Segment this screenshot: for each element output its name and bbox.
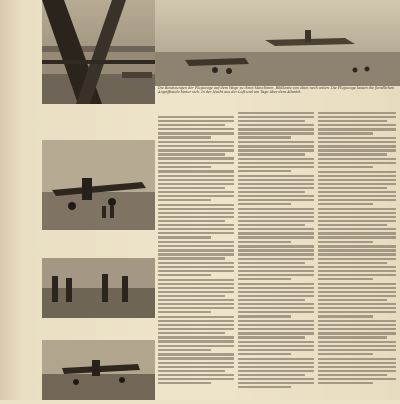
airfield-photo-2 [155, 0, 400, 86]
text-column-1 [158, 116, 234, 404]
text-column-2 [238, 112, 314, 400]
airplane-photo-5 [42, 340, 155, 400]
airfield-photo-1 [42, 0, 155, 104]
airplane-photo-3 [42, 140, 155, 230]
crew-photo-4 [42, 258, 155, 318]
photo-caption: Die Besatzungen der Flugzeuge auf dem Wege zu ihren Maschinen. Bildleiste von oben nach unten: Die Flugzeuge lassen die feindlichen Angriffsziele hinter sich. In der Nacht aus der Luft und am Tage über dem Atlantik. [158, 86, 395, 95]
text-column-3 [318, 112, 396, 400]
